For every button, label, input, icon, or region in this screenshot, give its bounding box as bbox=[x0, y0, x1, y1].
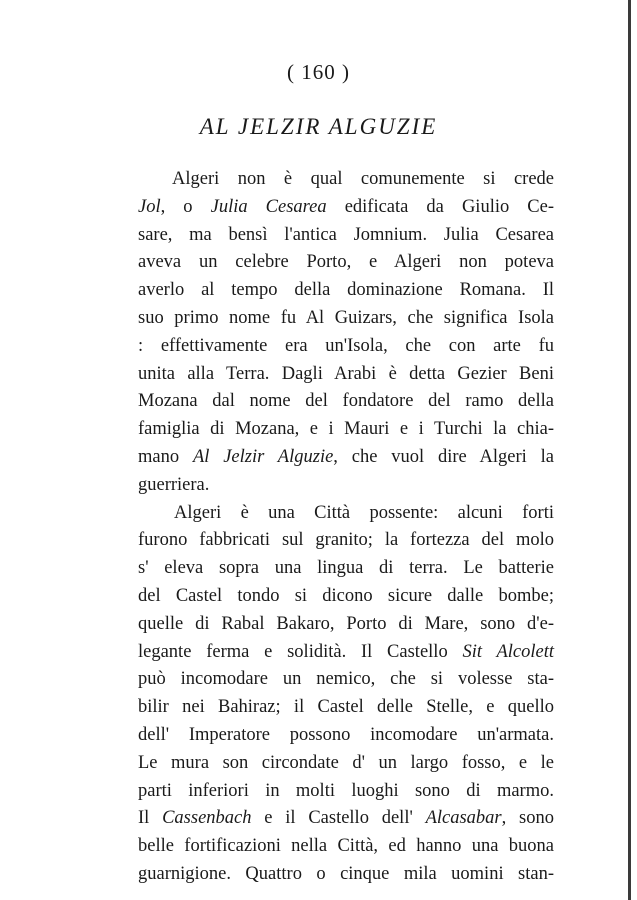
text-line: sare, ma bensì l'antica Jomnium. Julia Cesarea bbox=[138, 224, 554, 245]
italic-name: Al Jelzir Alguzie bbox=[192, 446, 334, 467]
body-text bbox=[138, 166, 554, 889]
text-fragment: , che vuol dire Algeri la bbox=[333, 446, 554, 467]
text-line: può incomodare un nemico, che si volesse sta- bbox=[138, 669, 554, 690]
text-line: famiglia di Mozana, e i Mauri e i Turchi la chia- bbox=[138, 419, 554, 440]
text-fragment: edificata da Giulio Ce- bbox=[326, 196, 554, 217]
text-fragment: mano bbox=[138, 446, 193, 467]
text-line bbox=[138, 444, 554, 472]
page-number: ( 160 ) bbox=[287, 60, 350, 84]
text-line: aveva un celebre Porto, e Algeri non poteva bbox=[138, 252, 554, 273]
text-line: del Castel tondo si dicono sicure dalle bombe; bbox=[138, 585, 554, 606]
italic-name: Alcasabar bbox=[425, 808, 502, 829]
text-line: parti inferiori in molti luoghi sono di marmo. bbox=[138, 780, 554, 801]
text-line: unita alla Terra. Dagli Arabi è detta Gezier Beni bbox=[138, 363, 554, 384]
text-line: belle fortificazioni nella Città, ed hanno una buona bbox=[138, 836, 554, 857]
text-line bbox=[138, 194, 554, 222]
text-line bbox=[138, 639, 554, 667]
text-line: suo primo nome fu Al Guizars, che significa Isola bbox=[138, 307, 554, 328]
chapter-title: AL JELZIR ALGUZIE bbox=[199, 114, 438, 139]
italic-name: Sit Alcolett bbox=[462, 641, 554, 662]
text-line: : effettivamente era un'Isola, che con arte fu bbox=[138, 335, 554, 356]
italic-name: Cassenbach bbox=[162, 808, 252, 829]
text-line: dell' Imperatore possono incomodare un'armata. bbox=[138, 724, 554, 745]
text-line: furono fabbricati sul granito; la fortezza del molo bbox=[138, 530, 554, 551]
text-fragment: Il bbox=[138, 808, 163, 829]
text-line: Le mura son circondate d' un largo fosso, e le bbox=[138, 752, 554, 773]
text-line bbox=[138, 805, 554, 833]
text-line: s' eleva sopra una lingua di terra. Le batterie bbox=[138, 558, 554, 579]
text-fragment: e il Castello dell' bbox=[251, 808, 426, 829]
text-line: guerriera. bbox=[138, 474, 210, 495]
text-line: averlo al tempo della dominazione Romana. Il bbox=[138, 280, 554, 301]
text-line: quelle di Rabal Bakaro, Porto di Mare, sono d'e- bbox=[138, 613, 554, 634]
text-line: guarnigione. Quattro o cinque mila uomini stan- bbox=[138, 863, 554, 884]
text-fragment: , sono bbox=[501, 808, 554, 829]
text-line: Algeri non è qual comunemente si crede bbox=[172, 169, 554, 189]
text-fragment: legante ferma e solidità. Il Castello bbox=[138, 641, 463, 662]
italic-name: Julia Cesarea bbox=[210, 196, 327, 217]
text-fragment: , o bbox=[160, 196, 211, 217]
text-line: bilir nei Bahiraz; il Castel delle Stelle, e quello bbox=[138, 697, 554, 718]
text-line: Algeri è una Città possente: alcuni forti bbox=[174, 502, 554, 523]
italic-name: Jol bbox=[138, 196, 161, 217]
text-line: Mozana dal nome del fondatore del ramo della bbox=[138, 391, 554, 412]
